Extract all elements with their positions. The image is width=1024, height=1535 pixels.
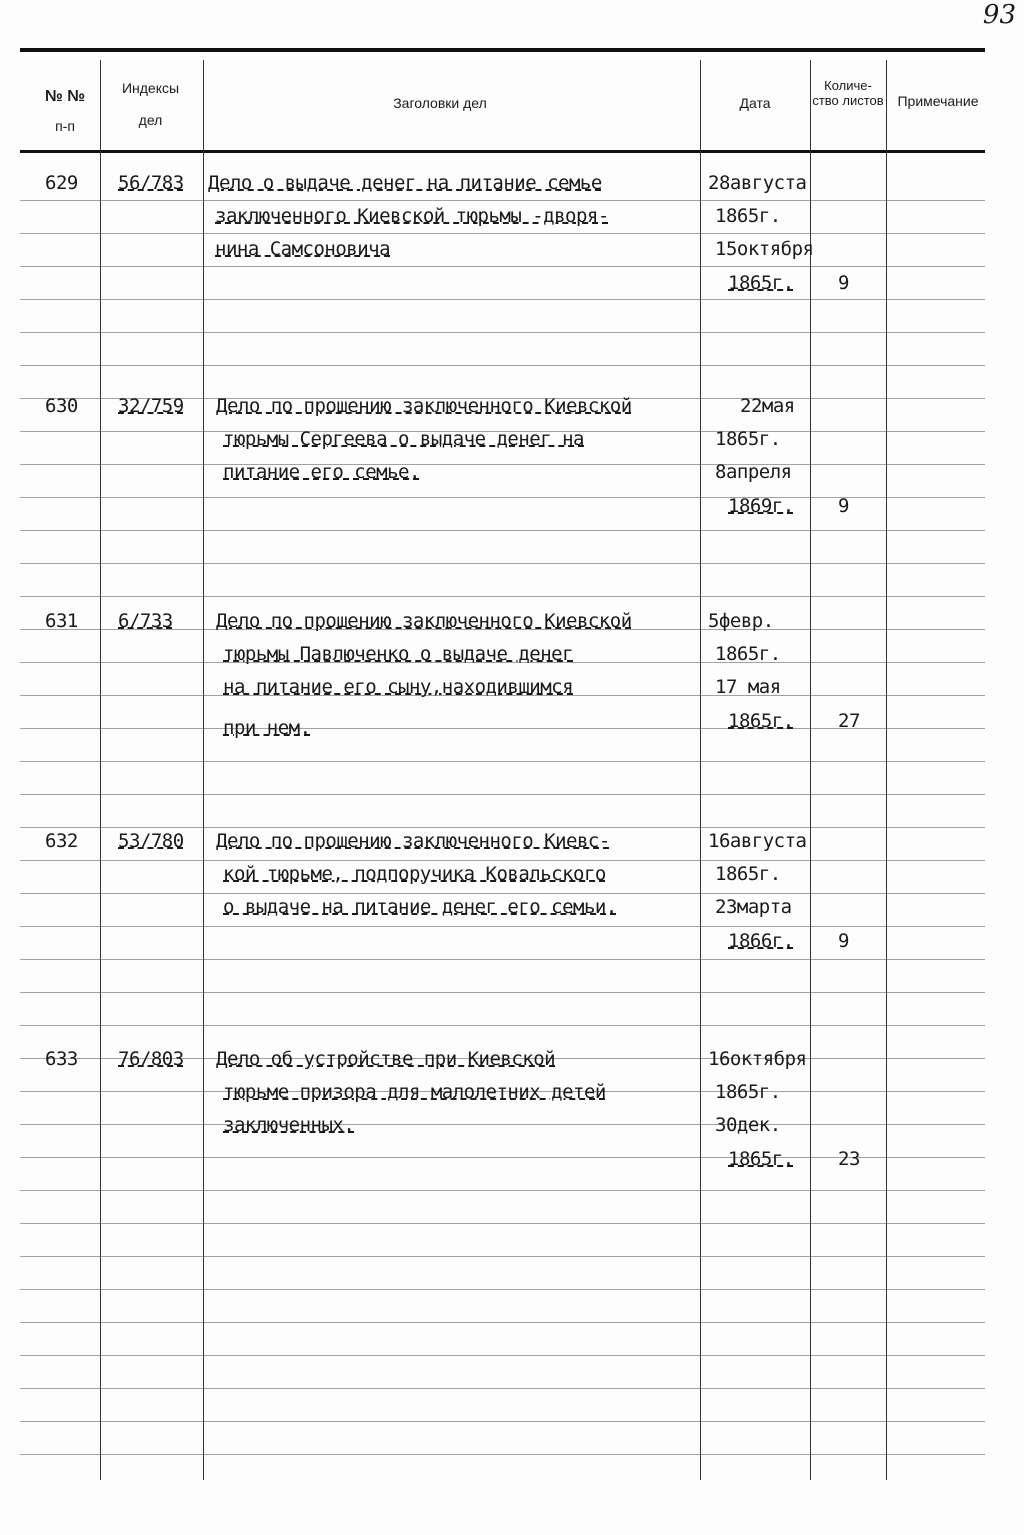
- ruled-line: [20, 827, 985, 828]
- ruled-line: [20, 563, 985, 564]
- entry-number: 633: [45, 1048, 78, 1070]
- ruled-line: [20, 1289, 985, 1290]
- entry-sheet-count: 9: [838, 272, 849, 294]
- ruled-line: [20, 233, 985, 234]
- header-count: Количе- ство листов: [812, 78, 884, 108]
- header-note: Примечание: [897, 93, 979, 109]
- entry-title-line: нина Самсоновича: [215, 238, 391, 260]
- entry-title-line: заключенного Киевской тюрьмы -дворя-: [215, 205, 609, 227]
- entry-date-end: 15октября: [715, 238, 814, 260]
- entry-date-end-year: 1866г.: [728, 930, 794, 952]
- ruled-line: [20, 530, 985, 531]
- entry-title-line: при нем.: [223, 717, 311, 739]
- ruled-line: [20, 1223, 985, 1224]
- entry-date-start-year: 1865г.: [715, 205, 781, 227]
- ruled-line: [20, 365, 985, 366]
- entry-date-start-year: 1865г.: [715, 863, 781, 885]
- entry-number: 631: [45, 610, 78, 632]
- entry-number: 629: [45, 172, 78, 194]
- entry-index: 76/803: [118, 1048, 184, 1070]
- ruled-line: [20, 464, 985, 465]
- entry-date-end: 17 мая: [715, 676, 781, 698]
- ruled-line: [20, 1190, 985, 1191]
- ruled-line: [20, 596, 985, 597]
- entry-title-line: заключенных.: [223, 1114, 355, 1136]
- header-date: Дата: [739, 95, 771, 111]
- ruled-line: [20, 299, 985, 300]
- ruled-line: [20, 992, 985, 993]
- header-no-sub: п-п: [55, 118, 75, 134]
- entry-date-end: 30дек.: [715, 1114, 781, 1136]
- ruled-line: [20, 794, 985, 795]
- entry-date-end: 8апреля: [715, 461, 792, 483]
- entry-index: 56/783: [118, 172, 184, 194]
- header-top-rule: [20, 48, 985, 52]
- ruled-line: [20, 926, 985, 927]
- ruled-line: [20, 1421, 985, 1422]
- entry-date-end-year: 1869г.: [728, 495, 794, 517]
- ruled-line: [20, 959, 985, 960]
- entry-date-start-year: 1865г.: [715, 1081, 781, 1103]
- entry-title-line: тюрьмы Сергеева о выдаче денег на: [223, 428, 584, 450]
- ruled-line: [20, 1355, 985, 1356]
- header-title: Заголовки дел: [393, 95, 487, 111]
- entry-date-start: 28августа: [708, 172, 807, 194]
- entry-date-start: 16августа: [708, 830, 807, 852]
- entry-date-end-year: 1865г.: [728, 1148, 794, 1170]
- entry-date-end: 23марта: [715, 896, 792, 918]
- entry-sheet-count: 9: [838, 930, 849, 952]
- entry-index: 6/733: [118, 610, 173, 632]
- entry-index: 32/759: [118, 395, 184, 417]
- ruled-line: [20, 1388, 985, 1389]
- entry-sheet-count: 23: [838, 1148, 860, 1170]
- entry-title-line: Дело по прошению заключенного Киевс-: [216, 830, 610, 852]
- entry-title-line: Дело о выдаче денег на питание семье: [208, 172, 602, 194]
- ruled-line: [20, 266, 985, 267]
- entry-date-start: 22мая: [740, 395, 795, 417]
- entry-index: 53/780: [118, 830, 184, 852]
- header-index-sub: дел: [138, 112, 163, 128]
- entry-number: 630: [45, 395, 78, 417]
- ruled-line: [20, 761, 985, 762]
- ruled-line: [20, 332, 985, 333]
- entry-title-line: Дело об устройстве при Киевской: [216, 1048, 556, 1070]
- entry-date-end-year: 1865г.: [728, 272, 794, 294]
- entry-title-line: Дело по прошению заключенного Киевской: [216, 610, 632, 632]
- ruled-line: [20, 893, 985, 894]
- ruled-line: [20, 1322, 985, 1323]
- entry-date-end-year: 1865г.: [728, 710, 794, 732]
- entry-title-line: тюрьме призора для малолетних детей: [223, 1081, 606, 1103]
- header-index: Индексы: [121, 80, 180, 96]
- entry-sheet-count: 27: [838, 710, 860, 732]
- entry-date-start: 16октября: [708, 1048, 807, 1070]
- ruled-line: [20, 1454, 985, 1455]
- ruled-line: [20, 860, 985, 861]
- entry-title-line: кой тюрьме, подпоручика Ковальского: [223, 863, 606, 885]
- header-bottom-rule: [20, 150, 985, 153]
- entry-title-line: питание его семье.: [223, 461, 420, 483]
- ruled-line: [20, 1025, 985, 1026]
- entry-title-line: о выдаче на питание денег его семьи.: [223, 896, 617, 918]
- ruled-line: [20, 1256, 985, 1257]
- entry-number: 632: [45, 830, 78, 852]
- entry-date-start-year: 1865г.: [715, 428, 781, 450]
- entry-sheet-count: 9: [838, 495, 849, 517]
- ruled-line: [20, 1124, 985, 1125]
- entry-title-line: Дело по прошению заключенного Киевской: [216, 395, 632, 417]
- header-no: № №: [44, 88, 86, 105]
- page-number: 93: [982, 0, 1016, 30]
- entry-title-line: на питание его сыну,находившимся: [223, 676, 574, 698]
- ruled-line: [20, 200, 985, 201]
- entry-date-start: 5февр.: [708, 610, 774, 632]
- entry-date-start-year: 1865г.: [715, 643, 781, 665]
- entry-title-line: тюрьмы Павлюченко о выдаче денег: [223, 643, 574, 665]
